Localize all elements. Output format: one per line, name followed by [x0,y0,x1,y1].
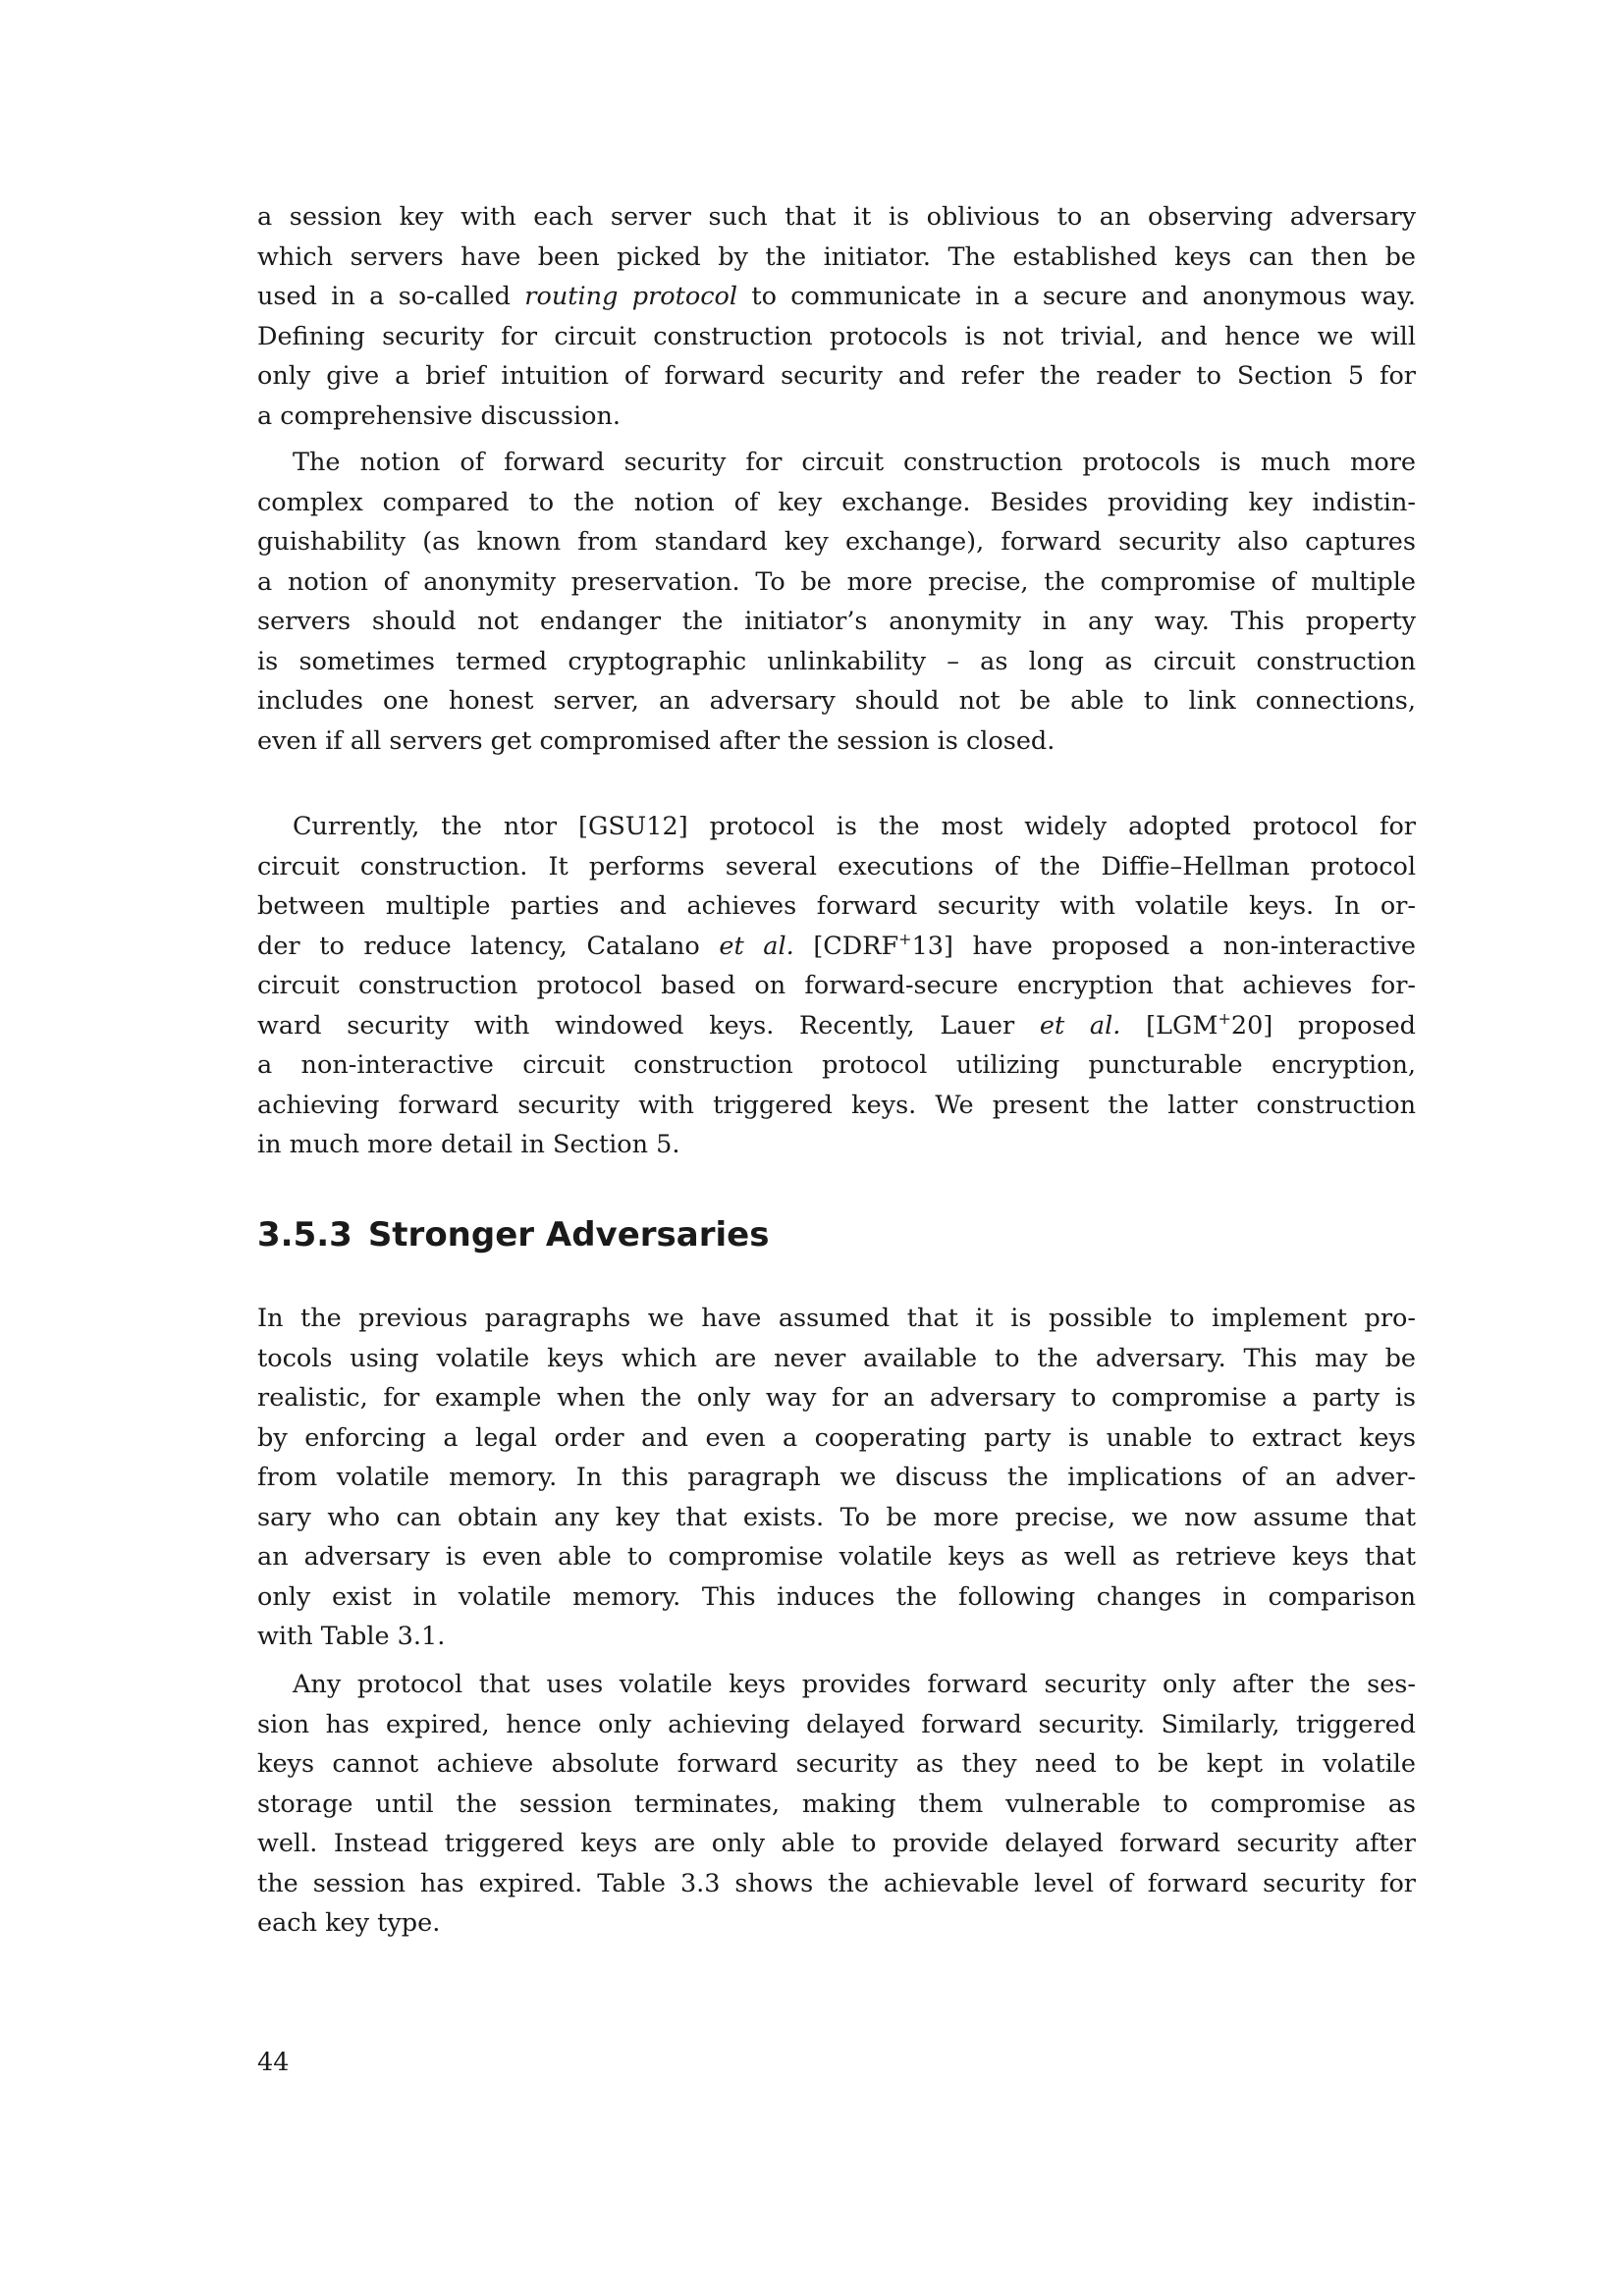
superscript: + [1218,1008,1231,1028]
text-line [257,397,1416,437]
text-line [257,1458,1416,1498]
text-segment: well. Instead triggered keys are only able to provide delayed forward security after [257,1829,1416,1858]
text-segment: sary who can obtain any key that exists. To be more precise, we now assume that [257,1502,1416,1532]
text-segment: the session has expired. Table 3.3 shows the achievable level of forward security for [257,1868,1416,1898]
text-line [257,1864,1416,1904]
text-line [257,1339,1416,1379]
text-line [257,1378,1416,1418]
text-segment: each key type. [257,1908,441,1938]
text-line [257,807,1416,847]
text-line [257,238,1416,278]
text-segment: The notion of forward security for circuit construction protocols is much more [293,448,1416,477]
paragraph-4 [257,1299,1416,1657]
text-line [257,966,1416,1006]
paragraph-5 [257,1665,1416,1944]
text-segment: [CDRF [793,931,899,961]
text-segment: guishability (as known from standard key exchange), forward security also captures [257,527,1416,557]
text-segment: [LGM [1120,1010,1218,1041]
text-segment: from volatile memory. In this paragraph we discuss the implications of an adver- [257,1463,1416,1492]
text-segment: an adversary is even able to compromise volatile keys as well as retrieve keys that [257,1542,1416,1572]
text-line [257,1418,1416,1459]
section-heading [257,1215,769,1255]
text-segment: which servers have been picked by the initiator. The established keys can then be [257,241,1416,272]
text-segment: even if all servers get compromised after the session is closed. [257,725,1056,756]
text-line [257,356,1416,397]
text-line [257,317,1416,357]
text-segment: servers should not endanger the initiator’s anonymity in any way. This property [257,607,1416,636]
text-line [257,197,1416,238]
text-line [257,1006,1416,1046]
section-number: 3.5.3 [257,1215,352,1255]
superscript: + [898,929,912,948]
text-segment: circuit construction. It performs several executions of the Diffie–Hellman protocol [257,851,1416,881]
text-line [257,642,1416,682]
text-segment: includes one honest server, an adversary should not be able to link connections, [257,686,1416,716]
text-segment: Defining security for circuit construction protocols is not trivial, and hence we will [257,321,1416,351]
text-segment: only exist in volatile memory. This induces the following changes in comparison [257,1581,1416,1612]
text-line [257,1299,1416,1339]
text-line [257,721,1416,762]
text-line [257,1617,1416,1657]
text-segment: realistic, for example when the only way for an adversary to compromise a party is [257,1383,1416,1413]
paragraph-3 [257,807,1416,1165]
text-segment: tocols using volatile keys which are never available to the adversary. This may be [257,1343,1416,1373]
text-segment: In the previous paragraphs we have assumed that it is possible to implement pro- [257,1304,1416,1333]
text-segment: Currently, the ntor [GSU12] protocol is the most widely adopted protocol for [293,812,1416,841]
text-segment: a comprehensive discussion. [257,400,621,431]
text-line [257,1498,1416,1538]
section-title: Stronger Adversaries [367,1215,770,1255]
text-line [257,1086,1416,1126]
text-segment: circuit construction protocol based on forward-secure encryption that achieves for- [257,971,1416,1000]
text-segment: a session key with each server such that it is oblivious to an observing adversary [257,202,1416,232]
italic-text: et al. [1039,1010,1121,1041]
text-segment: in much more detail in Section 5. [257,1130,680,1159]
text-line [257,1045,1416,1086]
text-line [257,443,1416,483]
text-line [257,886,1416,927]
italic-text: routing protocol [524,282,737,311]
text-line [257,1665,1416,1705]
text-segment: complex compared to the notion of key exchange. Besides providing key indistin- [257,487,1416,517]
text-line [257,277,1416,317]
text-line [257,1125,1416,1165]
text-segment: 20] proposed [1230,1010,1417,1041]
text-segment: with Table 3.1. [257,1622,446,1651]
text-segment: by enforcing a legal order and even a cooperating party is unable to extract keys [257,1422,1416,1453]
text-segment: between multiple parties and achieves forward security with volatile keys. In or- [257,891,1416,921]
text-line [257,602,1416,642]
text-segment: to communicate in a secure and anonymous way. [737,282,1416,311]
text-segment: used in a so-called [257,282,525,311]
text-segment: sion has expired, hence only achieving delayed forward security. Similarly, triggered [257,1709,1416,1739]
text-line [257,1537,1416,1577]
text-segment: Any protocol that uses volatile keys provides forward security only after the ses- [293,1670,1416,1699]
text-segment: only give a brief intuition of forward security and refer the reader to Section 5 for [257,361,1416,391]
text-segment: 13] have proposed a non-interactive [911,931,1416,961]
text-line [257,1903,1416,1944]
text-line [257,1824,1416,1864]
text-segment: der to reduce latency, Catalano [257,931,720,961]
text-segment: keys cannot achieve absolute forward security as they need to be kept in volatile [257,1749,1416,1779]
paragraph-1 [257,197,1416,436]
text-segment: storage until the session terminates, making them vulnerable to compromise as [257,1789,1416,1819]
text-line [257,847,1416,887]
paragraph-2 [257,443,1416,761]
text-line [257,522,1416,562]
text-line [257,1705,1416,1745]
text-line [257,681,1416,721]
text-line [257,927,1416,967]
text-segment: ward security with windowed keys. Recently, Lauer [257,1010,1040,1041]
text-segment: is sometimes termed cryptographic unlinkability – as long as circuit construction [257,646,1416,676]
text-line [257,1785,1416,1825]
text-segment: achieving forward security with triggered keys. We present the latter construction [257,1090,1416,1120]
italic-text: et al. [719,931,794,961]
text-segment: a notion of anonymity preservation. To be more precise, the compromise of multiple [257,566,1416,597]
text-line [257,562,1416,603]
text-line [257,483,1416,523]
text-line [257,1577,1416,1618]
page-number: 44 [257,2048,290,2077]
text-line [257,1744,1416,1785]
text-segment: a non-interactive circuit construction protocol utilizing puncturable encryption, [257,1050,1416,1080]
